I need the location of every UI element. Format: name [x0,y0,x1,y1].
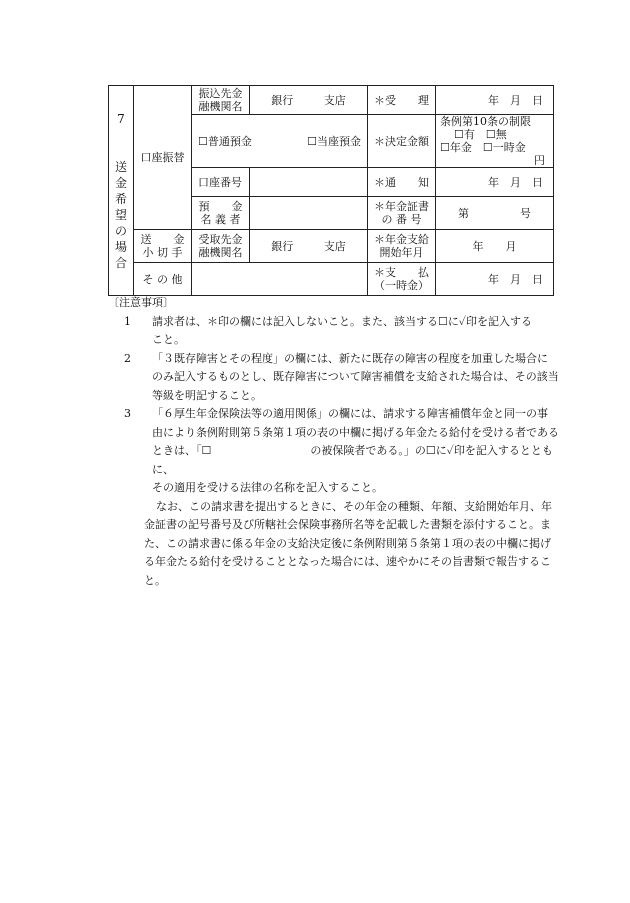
kaishi-field[interactable]: 年 月 [436,230,554,263]
limit-title: 条例第10条の制限 [440,115,531,128]
tsuchi-date-field[interactable]: 年 月 日 [436,168,554,197]
sonota-label: そ の 他 [134,263,192,296]
futsu-checkbox[interactable]: ☐普通預金 [198,134,252,148]
section-number: 7 [117,111,125,126]
bank-name-label: 振込先金 融機関名 [192,86,250,115]
juri-label: ＊受 理 [368,86,436,115]
deposit-type-field[interactable] [192,115,368,168]
tsuchi-label: ＊通 知 [368,168,436,197]
toza-checkbox[interactable]: ☐当座預金 [307,134,361,148]
kettei-amount-field[interactable]: 条例第10条の制限 ☐有 ☐無 ☐年金 ☐一時金 円 [436,115,554,168]
shiharai-label: ＊支 払 （一時金） [368,263,436,296]
section-7-cell [109,86,134,296]
holder-label: 預 金 名 義 者 [192,197,250,230]
koza-furikae-label: 口座振替 [134,86,192,230]
note-item: 2 「３既存障害とその程度」の欄には、新たに既存の障害の程度を加重した場合に のみ記入するものとし、既存障害について障害補償を支給された場合は、その該当 等級を明記すること。 [124,351,559,402]
section-7-title: 7 送 金 希 望 の 場 合 [114,111,127,270]
pay-type-options[interactable]: ☐年金 ☐一時金 [440,141,526,154]
holder-field[interactable] [250,197,368,230]
kaishi-label: ＊年金支給 開始年月 [368,230,436,263]
kettei-label: ＊決定金額 [368,115,436,168]
account-number-label: 口座番号 [192,168,250,197]
shosho-number-field[interactable]: 第 号 [436,197,554,230]
recv-bank-field[interactable]: 銀行 支店 [250,230,368,263]
note-item: 3 「６厚生年金保険法等の適用関係」の欄には、請求する障害補償年金と同一の事 由により条例附則第５条第１項の表の中欄に掲げる年金たる給付を受ける者である ときは、「☐ の被保険者である。」の☐に✓印を記入するとともに、 その適用を受ける法律の名称を記入すること。 [124,407,559,494]
kogitte-label: 送 金 小 切 手 [134,230,192,263]
sonota-field[interactable] [192,263,368,296]
notes-supplement: なお、この請求書を提出するときに、その年金の種類、年額、支給開始年月、年 金証書の記号番号及び所轄社会保険事務所名等を記載した書類を添付すること。ま た、この請求書に係る年金の支給決定後に条例附則第５条第１項の表の中欄に掲げ る年金たる給付を受けることとなった場合には、速やかにその旨書類で報告するこ と。 [144,499,552,587]
shiharai-date-field[interactable]: 年 月 日 [436,263,554,296]
remittance-form-table [108,85,554,296]
note-item: 1 請求者は、＊印の欄には記入しないこと。また、該当する☐に✓印を記入する こと。 [124,314,532,346]
recv-bank-label: 受取先金 融機関名 [192,230,250,263]
notes-section [108,294,568,590]
limit-options[interactable]: ☐有 ☐無 [454,128,507,141]
notes-heading: 〔注意事項〕 [108,296,174,309]
bank-name-field[interactable]: 銀行 支店 [250,86,368,115]
account-number-field[interactable] [250,168,368,197]
juri-date-field[interactable]: 年 月 日 [436,86,554,115]
shosho-label: ＊年金証書 の 番 号 [368,197,436,230]
